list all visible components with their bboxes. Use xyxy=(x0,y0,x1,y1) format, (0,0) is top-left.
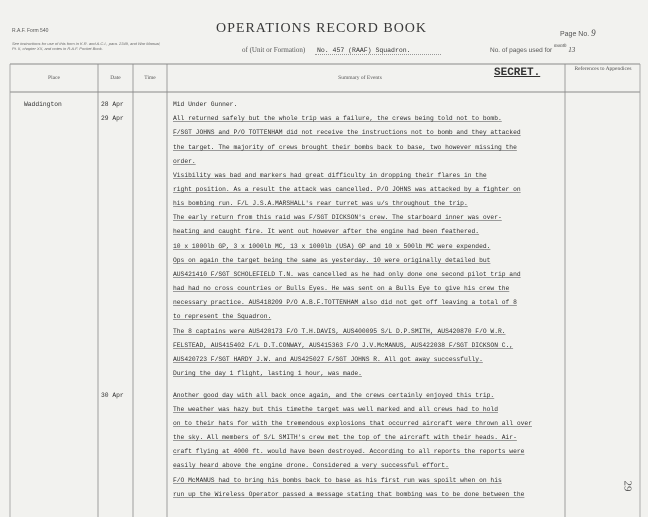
summary-line: order. xyxy=(173,158,196,165)
summary-line: AUS421410 F/SGT SCHOLEFIELD T.N. was cancelled as he had only done one second pilot trip and xyxy=(173,271,521,278)
summary-line: on to their hats for with the tremendous explosions that occurred aircraft were thrown all over xyxy=(173,420,532,427)
summary-line: All returned safely but the whole trip was a failure, the crews being told not to bomb. xyxy=(173,115,502,122)
summary-line: Visibility was bad and markers had great difficulty in dropping their flares in the xyxy=(173,172,487,179)
summary-line: right position. As a result the attack was cancelled. P/O JOHNS was attacked by a fighter on xyxy=(173,186,521,193)
date-entry: 30 Apr xyxy=(101,392,124,399)
pages-used-value: 13 xyxy=(568,46,576,54)
summary-line: 10 x 1000lb GP, 3 x 1000lb MC, 13 x 1000lb (USA) GP and 10 x 500lb MC were expended. xyxy=(173,243,491,250)
column-header-date: Date xyxy=(110,75,121,81)
summary-line: necessary practice. AUS418209 P/O A.B.F.TOTTENHAM also did not get off leaving a total of 8 xyxy=(173,299,517,306)
page-number-value: 9 xyxy=(591,28,596,38)
summary-line: During the day 1 flight, lasting 1 hour, was made. xyxy=(173,370,362,377)
summary-line: his bombing run. F/L J.S.A.MARSHALL's rear turret was u/s throughout the trip. xyxy=(173,200,468,207)
summary-line: Mid Under Gunner. xyxy=(173,101,238,108)
place-entry: Waddington xyxy=(24,101,62,108)
page-title: OPERATIONS RECORD BOOK xyxy=(216,21,428,36)
column-header-summary: Summary of Events xyxy=(338,75,382,81)
summary-line: the target. The majority of crews brought their bombs back to base, two however missing the xyxy=(173,144,517,151)
summary-line: easily heard above the engine drone. Considered a very successful effort. xyxy=(173,462,449,469)
form-instructions: See instructions for use of this form in K.R. and A.C.I., para. 2349, and War Manual, Pt. II, chapter XX, and notes in R.A.F. Pocket Book. xyxy=(12,41,161,51)
form-number: R.A.F. Form 540 xyxy=(12,28,49,34)
summary-line: Another good day with all back once again, and the crews certainly enjoyed this trip. xyxy=(173,392,495,399)
summary-line: AUS420723 F/SGT HARDY J.W. and AUS425027 F/SGT JOHNS R. All got away successfully. xyxy=(173,356,483,363)
summary-line: The 8 captains were AUS420173 F/O T.H.DAVIS, AUS400095 S/L D.P.SMITH, AUS420870 F/O W.R. xyxy=(173,328,506,335)
column-header-references: References to Appendices xyxy=(574,66,632,72)
summary-line: run up the Wireless Operator passed a message stating that bombing was to be done between the xyxy=(173,491,525,498)
unit-value: No. 457 (RAAF) Squadron. xyxy=(315,47,441,55)
summary-line: FELSTEAD, AUS415402 F/L D.T.CONWAY, AUS415363 F/O J.V.McMANUS, AUS422038 F/SGT DICKSON C., xyxy=(173,342,514,349)
date-entry: 28 Apr xyxy=(101,101,124,108)
pages-used-month: month xyxy=(553,44,567,49)
column-header-time: Time xyxy=(144,75,156,81)
summary-line: F/O McMANUS had to bring his bombs back to base as his first run was spoilt when on his xyxy=(173,477,502,484)
margin-page-number: 29 xyxy=(621,480,634,492)
date-entry: 29 Apr xyxy=(101,115,124,122)
summary-line: F/SGT JOHNS and P/O TOTTENHAM did not receive the instructions not to bomb and they attacked xyxy=(173,129,521,136)
column-header-place: Place xyxy=(48,75,60,81)
summary-line: had had no cross countries or Bulls Eyes. He was sent on a Bulls Eye to give his crew the xyxy=(173,285,510,292)
secret-stamp: SECRET. xyxy=(494,67,541,79)
summary-line: craft flying at 4000 ft. would have been destroyed. According to all reports the reports were xyxy=(173,448,525,455)
summary-line: heating and caught fire. It went out however after the engine had been feathered. xyxy=(173,228,480,235)
summary-line: Ops on again the target being the same as yesterday. 10 were originally detailed but xyxy=(173,257,491,264)
summary-line: the sky. All members of S/L SMITH's crew met the top of the aircraft with their heads. Air- xyxy=(173,434,517,441)
pages-used-label: No. of pages used for xyxy=(490,47,553,54)
page-number-label: Page No. xyxy=(560,31,590,38)
summary-line: The weather was hazy but this timethe target was well marked and all crews had to hold xyxy=(173,406,498,413)
unit-label: of (Unit or Formation) xyxy=(242,46,306,54)
summary-line: The early return from this raid was F/SGT DICKSON's crew. The starboard inner was over- xyxy=(173,214,502,221)
summary-line: to represent the Squadron. xyxy=(173,313,272,320)
